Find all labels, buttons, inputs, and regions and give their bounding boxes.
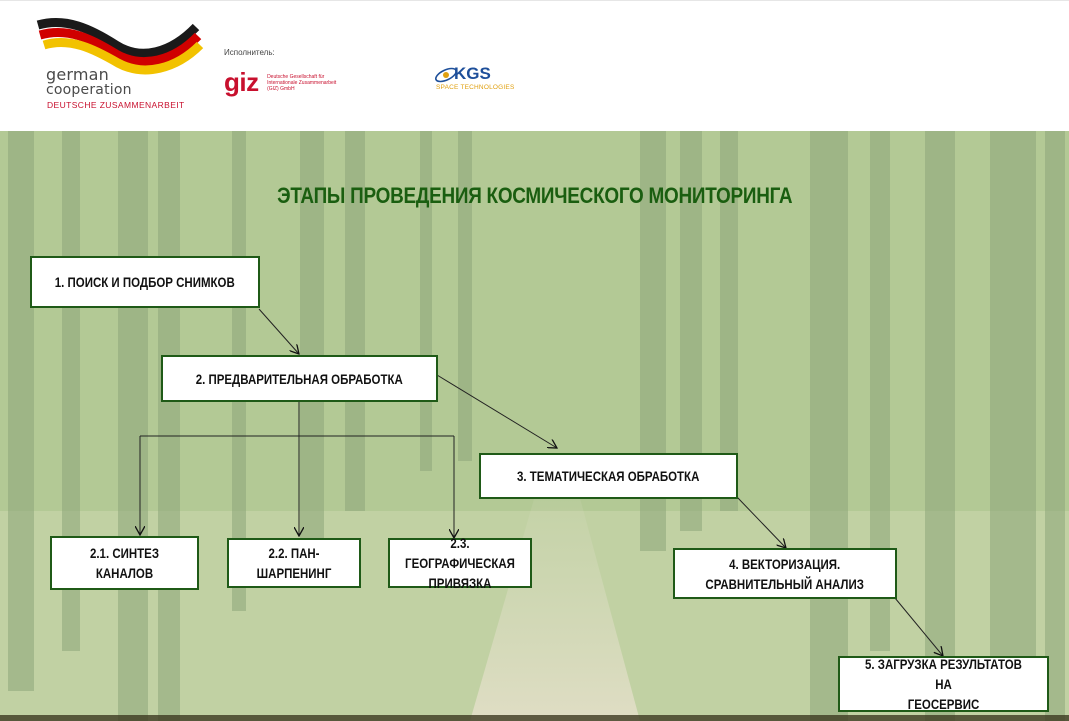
deutsche-zusammenarbeit-text: DEUTSCHE ZUSAMMENARBEIT xyxy=(47,100,185,110)
step-1-box xyxy=(30,256,260,308)
giz-full-name: Deutsche Gesellschaft für Internationale Zusammenarbeit (GIZ) GmbH xyxy=(267,73,337,92)
kgs-logo xyxy=(434,64,524,96)
step-2-2-label: 2.2. ПАН-ШАРПЕНИНГ xyxy=(256,545,332,581)
diagram-title: ЭТАПЫ ПРОВЕДЕНИЯ КОСМИЧЕСКОГО МОНИТОРИНГА xyxy=(277,183,793,208)
giz-logo xyxy=(224,67,337,98)
step-3-label: 3. ТЕМАТИЧЕСКАЯ ОБРАБОТКА xyxy=(517,468,700,484)
kgs-subtitle: SPACE TECHNOLOGIES xyxy=(436,84,515,91)
executor-label: Исполнитель: xyxy=(224,48,275,57)
cooperation-text: cooperation xyxy=(46,82,132,98)
step-2-3-box xyxy=(388,535,532,591)
german-text: german xyxy=(46,65,110,84)
step-4-label: 4. ВЕКТОРИЗАЦИЯ. СРАВНИТЕЛЬНЫЙ АНАЛИЗ xyxy=(705,555,865,592)
step-2-1-label: 2.1. СИНТЕЗ КАНАЛОВ xyxy=(89,545,160,581)
step-1-label: 1. ПОИСК И ПОДБОР СНИМКОВ xyxy=(55,274,235,290)
step-4-box xyxy=(673,548,897,599)
step-2-label: 2. ПРЕДВАРИТЕЛЬНАЯ ОБРАБОТКА xyxy=(195,370,404,387)
step-2-3-label: 2.3. ГЕОГРАФИЧЕСКАЯ ПРИВЯЗКА xyxy=(405,535,515,591)
german-cooperation-logo xyxy=(36,17,206,117)
step-3-box xyxy=(479,453,738,499)
header-bar xyxy=(0,0,1069,132)
step-2-box xyxy=(161,355,438,402)
step-5-label: 5. ЗАГРУЗКА РЕЗУЛЬТАТОВ НА ГЕОСЕРВИС xyxy=(865,656,1022,712)
step-2-1-box xyxy=(50,536,199,590)
forest-background xyxy=(0,131,1069,721)
giz-wordmark: giz xyxy=(224,67,259,97)
forest-image xyxy=(0,131,1069,721)
step-5-box xyxy=(838,656,1049,712)
kgs-wordmark: KGS xyxy=(454,64,491,83)
step-2-2-box xyxy=(227,538,361,588)
